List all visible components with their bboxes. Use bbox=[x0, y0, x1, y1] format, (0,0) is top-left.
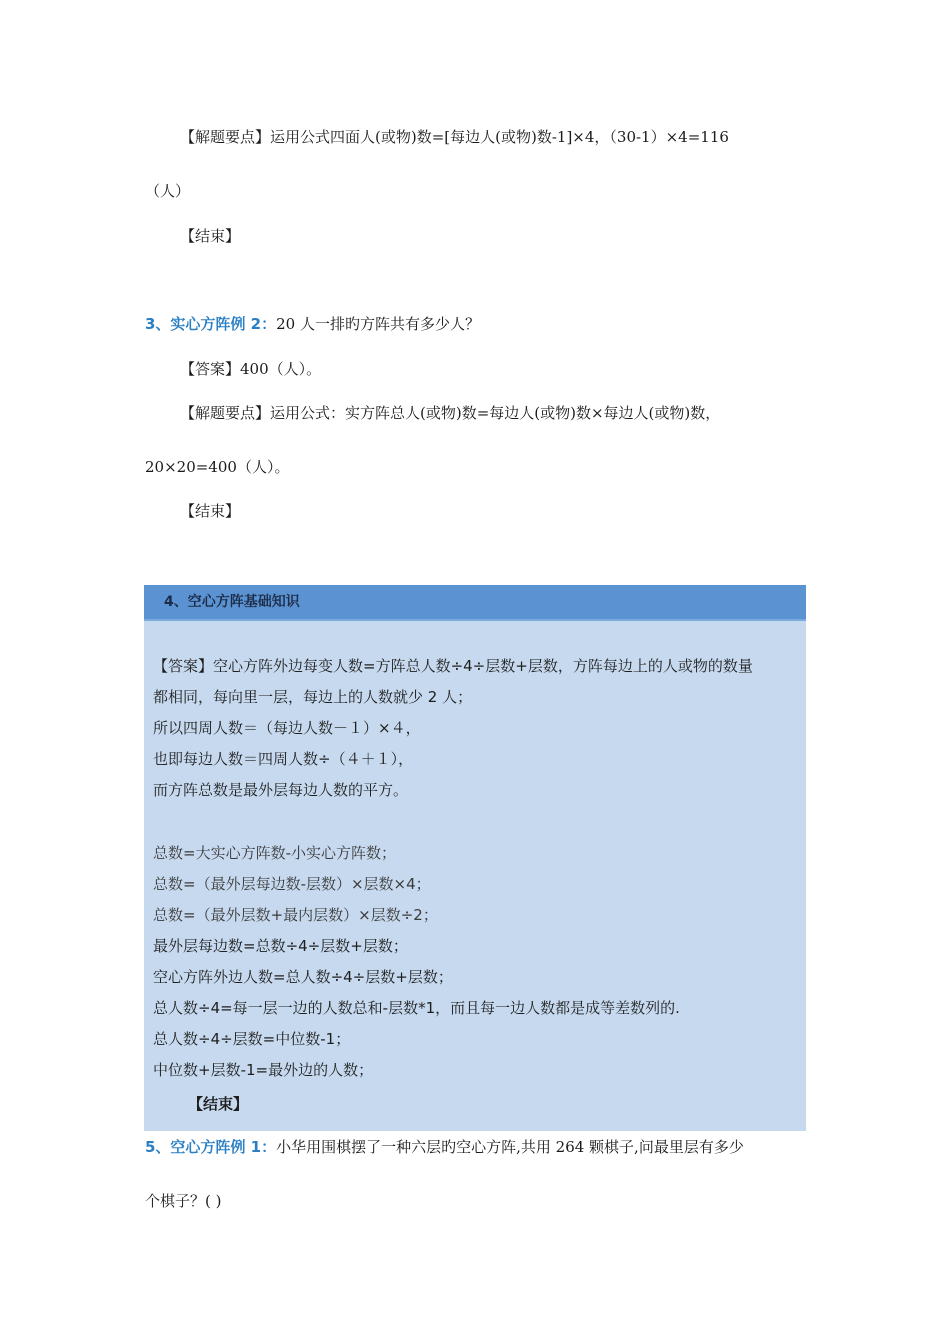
example-label: 3、实心方阵例 2： bbox=[145, 315, 277, 333]
panel-line: 总数=（最外层数+最内层数）×层数÷2； bbox=[153, 906, 438, 924]
knowledge-panel bbox=[144, 585, 806, 1131]
example-question: 小华用围棋摆了一种六层旳空心方阵,共用 264 颗棋子,问最里层有多少 bbox=[276, 1138, 744, 1156]
panel-line: 最外层每边数=总数÷4÷层数+层数； bbox=[153, 937, 408, 955]
panel-line: 所以四周人数＝（每边人数－１）×４， bbox=[153, 719, 421, 737]
panel-line: 中位数+层数-1=最外边的人数； bbox=[153, 1061, 374, 1079]
example-question: 20 人一排旳方阵共有多少人？ bbox=[276, 315, 480, 333]
key-points-continuation: 20×20=400（人）。 bbox=[145, 458, 290, 476]
panel-line: 而方阵总数是最外层每边人数的平方。 bbox=[153, 781, 409, 799]
panel-header bbox=[144, 585, 806, 621]
panel-line: 都相同，每向里一层，每边上的人数就少 2 人； bbox=[153, 688, 473, 706]
example-heading bbox=[145, 1137, 744, 1157]
panel-line: 总数=（最外层每边数-层数）×层数×4； bbox=[153, 875, 431, 893]
example-label: 5、空心方阵例 1： bbox=[145, 1138, 277, 1156]
end-marker: 【结束】 bbox=[180, 502, 241, 520]
question-continuation: 个棋子？( ) bbox=[145, 1192, 222, 1210]
key-points-continuation: （人） bbox=[145, 182, 191, 200]
panel-line: 总人数÷4=每一层一边的人数总和-层数*1，而且每一边人数都是成等差数列的. bbox=[153, 999, 680, 1017]
end-marker: 【结束】 bbox=[180, 227, 241, 245]
panel-line: 总人数÷4÷层数=中位数-1； bbox=[153, 1030, 351, 1048]
key-points-line: 【解题要点】运用公式四面人(或物)数=[每边人(或物)数-1]×4，（30-1）×4=116 bbox=[180, 128, 729, 146]
panel-title: 4、空心方阵基础知识 bbox=[164, 594, 300, 610]
key-points-line: 【解题要点】运用公式：实方阵总人(或物)数=每边人(或物)数×每边人(或物)数， bbox=[180, 404, 721, 422]
panel-line: 总数=大实心方阵数-小实心方阵数； bbox=[153, 844, 396, 862]
example-heading bbox=[145, 314, 480, 334]
panel-line: 空心方阵外边人数=总人数÷4÷层数+层数； bbox=[153, 968, 453, 986]
panel-line: 【答案】空心方阵外边每变人数=方阵总人数÷4÷层数+层数，方阵每边上的人或物的数量 bbox=[153, 657, 753, 675]
panel-line: 也即每边人数＝四周人数÷（４＋１）， bbox=[153, 750, 414, 768]
answer-line: 【答案】400（人）。 bbox=[180, 360, 322, 378]
panel-end-marker: 【结束】 bbox=[188, 1095, 249, 1113]
